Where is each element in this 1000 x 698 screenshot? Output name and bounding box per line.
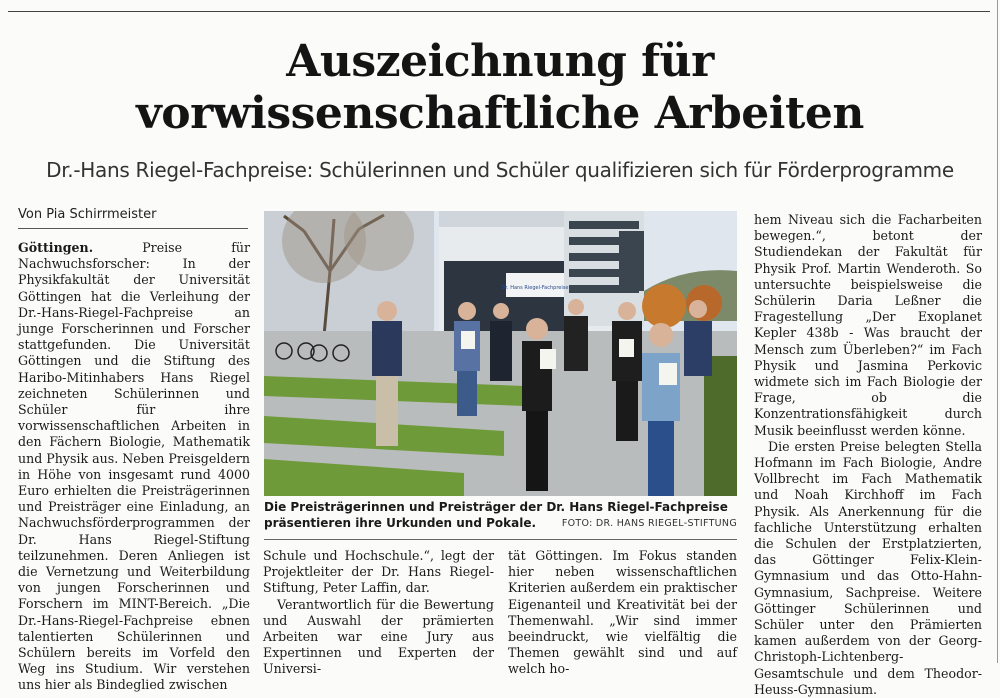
headline-line-2: vorwissenschaftliche Arbeiten (136, 88, 864, 139)
person (372, 321, 402, 376)
article-column-4 (754, 212, 982, 698)
article-column-3 (508, 548, 737, 678)
photo-illustration (264, 211, 737, 496)
caption-rule (264, 539, 737, 540)
top-rule (8, 11, 990, 12)
paragraph-text: Preise für Nachwuchsforscher: In der Physikfakultät der Universität Göttingen hat die Verleihung der Dr.-Hans-Riegel-Fachpreise an junge Forscherinnen und Forscher stattgefunden. Die Universität Göttingen und die Stiftung des Haribo-Mitinhabers Hans Riegel zeichneten Schülerinnen und Schüler für ihre vorwissenschaftlichen Arbeiten in den Fächern Biologie, Mathematik und Physik aus. Neben Preisgeldern in Höhe von insgesamt rund 4000 Euro erhielten die Preisträgerinnen und Preisträger eine Einladung, an Nachwuchsförderprogrammen der Dr. Hans Riegel-Stiftung teilzunehmen. Deren Anliegen ist die Vernetzung und Weiterbildung von jungen Forscherinnen und Forschern im MINT-Bereich. „Die Dr.-Hans-Riegel-Fachpreise ebnen talentierten Schülerinnen und Schülern bereits im Vorfeld den Weg ins Studium. Wir verstehen uns hier als Bindeglied zwischen (18, 240, 250, 693)
person (490, 321, 512, 381)
photo-credit: FOTO: DR. HANS RIEGEL-STIFTUNG (561, 518, 737, 529)
paragraph: Schule und Hochschule.“, legt der Projektleiter der Dr. Hans Riegel-Stiftung, Peter Laffin, dar. (263, 548, 494, 596)
byline: Von Pia Schirrmeister (18, 207, 157, 222)
building-sign-text: Dr. Hans Riegel-Fachpreise (501, 285, 569, 291)
dateline: Göttingen. (18, 240, 94, 255)
article-photo (264, 211, 737, 496)
paragraph (18, 240, 250, 694)
byline-rule (18, 228, 248, 229)
headline-line-1: Auszeichnung für (286, 36, 714, 87)
article-column-1 (18, 240, 250, 694)
person (564, 316, 588, 371)
hedge (704, 356, 737, 496)
paragraph: tät Göttingen. Im Fokus standen hier neben wissenschaftlichen Kriterien außerdem ein praktischer Eigenanteil und Kreativität bei der Themenwahl. „Wir sind immer beeindruckt, wie vielfältig die Themen gewählt sind und auf welch ho- (508, 548, 737, 677)
paragraph: hem Niveau sich die Facharbeiten bewegen.“, betont der Studiendekan der Fakultät für Physik Prof. Martin Wenderoth. So untersuchte beispielsweise die Schülerin Daria Leßner die Fragestellung „Der Exoplanet Kepler 438b - Was braucht der Mensch zum Überleben?“ im Fach Physik und Jasmina Perkovic widmete sich im Fach Biologie der Frage, ob die Konzentrationsfähigkeit durch Musik beeinflusst werden könne. (754, 212, 982, 438)
photo-caption: Die Preisträgerinnen und Preisträger der Dr. Hans Riegel-Fachpreise präsentieren ihre Urkunden und Pokale. (264, 500, 728, 530)
headline (0, 36, 1000, 140)
article-column-2 (263, 548, 494, 678)
paragraph: Die ersten Preise belegten Stella Hofmann im Fach Biologie, Andre Vollbrecht im Fach Mathematik und Noah Kirchhoff im Fach Physik. Als Anerkennung für die fachliche Unterstützung erhalten die Schulen der Erstplatzierten, das Göttinger Felix-Klein-Gymnasium und das Otto-Hahn-Gymnasium, Sachpreise. Weitere Göttinger Schülerinnen und Schüler unter den Prämierten kamen außerdem von der Georg-Christoph-Lichtenberg-Gesamtschule und dem Theodor-Heuss-Gymnasium. (754, 438, 982, 697)
autumn-tree (642, 284, 686, 328)
subheadline: Dr.-Hans Riegel-Fachpreise: Schülerinnen und Schüler qualifizieren sich für Förderprogramme (46, 158, 954, 182)
person (684, 321, 712, 376)
paragraph: Verantwortlich für die Bewertung und Auswahl der prämierten Arbeiten war eine Jury aus Expertinnen und Experten der Universi- (263, 596, 494, 677)
